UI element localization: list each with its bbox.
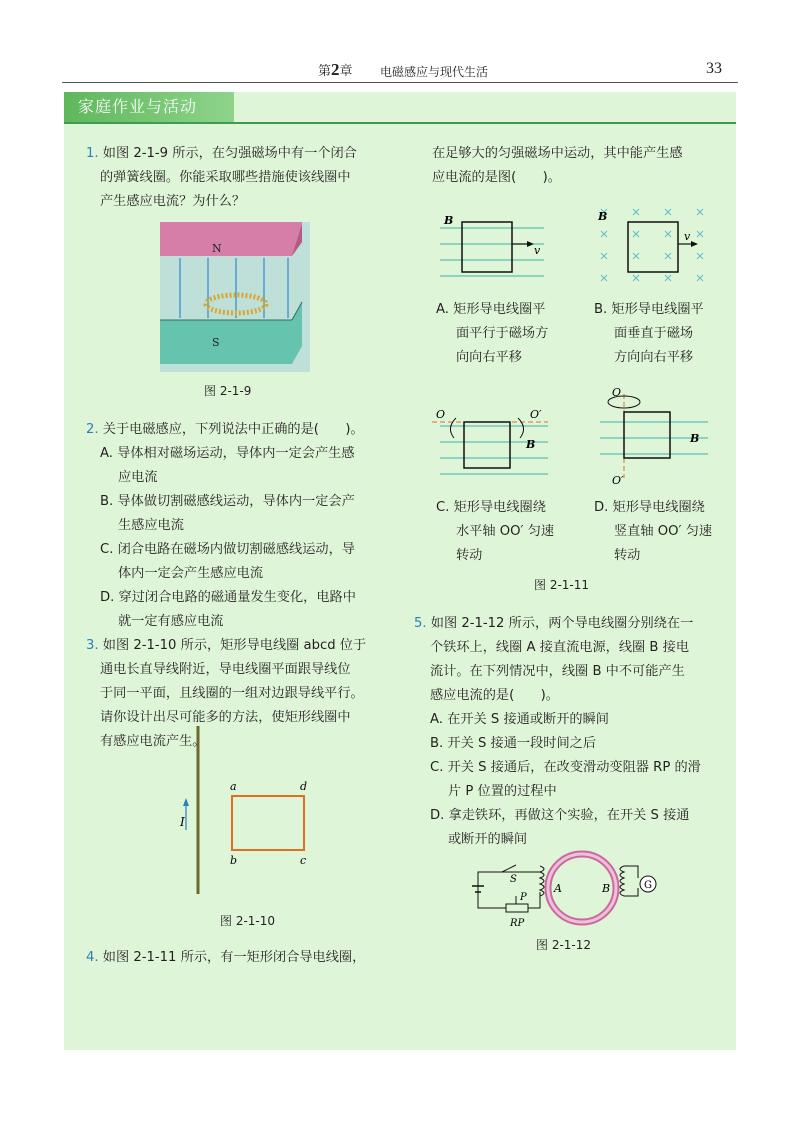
q3-line-5: 有感应电流产生。 bbox=[100, 734, 206, 749]
q1-line-2: 的弹簧线圈。你能采取哪些措施使该线圈中 bbox=[100, 170, 351, 185]
svg-text:P: P bbox=[520, 892, 527, 903]
q5-option-a: A. 在开关 S 接通或断开的瞬间 bbox=[430, 712, 609, 727]
figure-2-1-12 bbox=[462, 852, 662, 932]
rheostat-icon bbox=[506, 904, 528, 912]
coil-a-icon bbox=[540, 866, 544, 896]
svg-text:B: B bbox=[598, 210, 608, 223]
header-rule bbox=[62, 82, 738, 83]
section-title: 家庭作业与活动 bbox=[64, 92, 234, 122]
a-label: a bbox=[230, 780, 237, 793]
q3-line-1: 3. 如图 2-1-10 所示，矩形导电线圈 abcd 位于 bbox=[86, 638, 367, 653]
svg-text:B: B bbox=[444, 214, 454, 227]
q4-option-c-3: 转动 bbox=[456, 548, 483, 563]
q5-option-b: B. 开关 S 接通一段时间之后 bbox=[430, 736, 597, 751]
q2-option-d: D. 穿过闭合电路的磁通量发生变化，电路中 bbox=[100, 590, 356, 605]
q5-line-3: 流计。在下列情况中，线圈 B 中不可能产生 bbox=[430, 664, 685, 679]
caption-2-1-9: 图 2-1-9 bbox=[204, 384, 252, 398]
section-rule bbox=[64, 122, 736, 124]
chapter-label: 第2章 bbox=[318, 60, 353, 79]
figure-2-1-10 bbox=[176, 726, 316, 896]
figure-2-1-11-c bbox=[432, 404, 552, 484]
figure-2-1-11-d bbox=[596, 386, 716, 486]
svg-text:O: O bbox=[436, 408, 446, 421]
q3-line-4: 请你设计出尽可能多的方法，使矩形线圈中 bbox=[100, 710, 351, 725]
q4-option-c-1: C. 矩形导电线圈绕 bbox=[436, 500, 546, 515]
svg-text:O: O bbox=[612, 386, 622, 399]
q5-line-4: 感应电流的是( )。 bbox=[430, 688, 559, 703]
svg-text:A: A bbox=[554, 882, 562, 895]
figure-2-1-9 bbox=[160, 222, 310, 372]
figure-2-1-11-b bbox=[594, 206, 714, 286]
q4-option-a-1: A. 矩形导电线圈平 bbox=[436, 302, 546, 317]
coil-b-icon bbox=[620, 866, 624, 896]
q4-line-3: 应电流的是图( )。 bbox=[432, 170, 561, 185]
q5-line-2: 个铁环上，线圈 A 接直流电源，线圈 B 接电 bbox=[430, 640, 690, 655]
q5-option-c-cont: 片 P 位置的过程中 bbox=[448, 784, 557, 799]
svg-text:B: B bbox=[526, 438, 536, 451]
svg-text:S: S bbox=[510, 874, 517, 885]
svg-text:v: v bbox=[534, 244, 541, 257]
svg-text:RP: RP bbox=[510, 918, 525, 929]
s-label: S bbox=[212, 336, 220, 349]
q4-option-c-2: 水平轴 OO′ 匀速 bbox=[456, 524, 555, 539]
n-label: N bbox=[212, 242, 222, 255]
q2-option-d-cont: 就一定有感应电流 bbox=[118, 614, 224, 629]
switch-icon bbox=[502, 865, 516, 872]
q4-option-d-2: 竖直轴 OO′ 匀速 bbox=[614, 524, 713, 539]
q4-option-d-3: 转动 bbox=[614, 548, 641, 563]
coil-d bbox=[624, 412, 670, 458]
coil-b bbox=[628, 222, 678, 272]
coil-a bbox=[462, 222, 512, 272]
q2-stem: 2. 关于电磁感应，下列说法中正确的是( )。 bbox=[86, 422, 364, 437]
q2-option-b-cont: 生感应电流 bbox=[118, 518, 184, 533]
q5-option-c: C. 开关 S 接通后，在改变滑动变阻器 RP 的滑 bbox=[430, 760, 701, 775]
caption-2-1-10: 图 2-1-10 bbox=[220, 914, 276, 928]
rect-coil bbox=[232, 796, 304, 850]
svg-text:v: v bbox=[684, 230, 691, 243]
page-number: 33 bbox=[706, 60, 722, 77]
c-label: c bbox=[300, 854, 307, 867]
q2-option-c: C. 闭合电路在磁场内做切割磁感线运动，导 bbox=[100, 542, 355, 557]
coil-c bbox=[464, 422, 510, 468]
caption-2-1-12: 图 2-1-12 bbox=[536, 938, 592, 952]
svg-text:O′: O′ bbox=[530, 408, 542, 421]
b-label: b bbox=[230, 854, 238, 867]
north-pole-block bbox=[160, 222, 302, 256]
caption-2-1-11: 图 2-1-11 bbox=[534, 578, 590, 592]
q4-option-d-1: D. 矩形导电线圈绕 bbox=[594, 500, 705, 515]
svg-text:B: B bbox=[690, 432, 700, 445]
q4-option-b-2: 面垂直于磁场 bbox=[614, 326, 694, 341]
q4-line-1: 4. 如图 2-1-11 所示，有一矩形闭合导电线圈， bbox=[86, 950, 366, 965]
q4-option-b-1: B. 矩形导电线圈平 bbox=[594, 302, 704, 317]
q2-option-a: A. 导体相对磁场运动，导体内一定会产生感 bbox=[100, 446, 355, 461]
svg-text:B: B bbox=[602, 882, 611, 895]
svg-text:O′: O′ bbox=[612, 474, 624, 487]
q1-line-1: 1. 如图 2-1-9 所示，在匀强磁场中有一个闭合 bbox=[86, 146, 357, 161]
chapter-title: 电磁感应与现代生活 bbox=[380, 65, 489, 79]
q3-line-2: 通电长直导线附近，导电线圈平面跟导线位 bbox=[100, 662, 351, 677]
figure-2-1-11-a bbox=[436, 212, 556, 292]
q4-option-a-2: 面平行于磁场方 bbox=[456, 326, 549, 341]
q5-option-d-cont: 或断开的瞬间 bbox=[448, 832, 528, 847]
q2-option-c-cont: 体内一定会产生感应电流 bbox=[118, 566, 264, 581]
q4-option-b-3: 方向向右平移 bbox=[614, 350, 694, 365]
q3-line-3: 于同一平面，且线圈的一组对边跟导线平行。 bbox=[100, 686, 364, 701]
svg-text:G: G bbox=[644, 880, 652, 891]
q5-option-d: D. 拿走铁环，再做这个实验，在开关 S 接通 bbox=[430, 808, 690, 823]
i-label: I bbox=[180, 815, 185, 829]
q4-line-2: 在足够大的匀强磁场中运动，其中能产生感 bbox=[432, 146, 683, 161]
d-label: d bbox=[300, 780, 308, 793]
q4-option-a-3: 向向右平移 bbox=[456, 350, 522, 365]
q2-option-b: B. 导体做切割磁感线运动，导体内一定会产 bbox=[100, 494, 355, 509]
q1-line-3: 产生感应电流？为什么？ bbox=[100, 194, 246, 209]
q2-option-a-cont: 应电流 bbox=[118, 470, 158, 485]
q5-line-1: 5. 如图 2-1-12 所示，两个导电线圈分别绕在一 bbox=[414, 616, 694, 631]
